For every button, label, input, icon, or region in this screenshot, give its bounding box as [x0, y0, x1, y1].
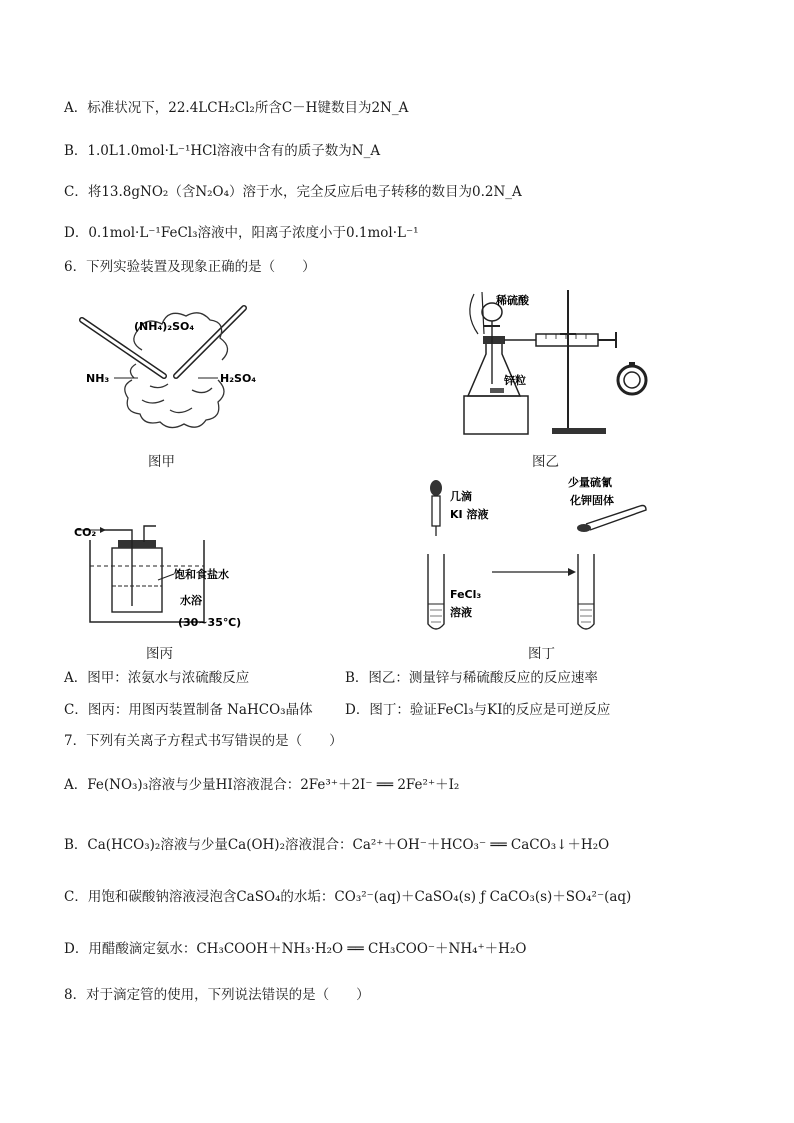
- q7-stem: 7．下列有关离子方程式书写错误的是（ ）: [64, 733, 343, 749]
- figure-ding: [420, 476, 660, 636]
- jia-label-ammonium-sulfate: (NH₄)₂SO₄: [134, 320, 195, 333]
- q6-option-a: A．图甲：浓氨水与浓硫酸反应: [64, 670, 250, 686]
- q7-option-c: C．用饱和碳酸钠溶液浸泡含CaSO₄的水垢：CO₃²⁻(aq)＋CaSO₄(s) ƒ CaCO₃(s)＋SO₄²⁻(aq): [64, 889, 632, 905]
- ding-label-kscn-2: 化钾固体: [570, 494, 614, 507]
- q5-option-b: B．1.0L1.0mol·L⁻¹HCl溶液中含有的质子数为N_A: [64, 143, 381, 159]
- figure-jia-caption: 图甲: [148, 454, 175, 470]
- q5-option-d: D．0.1mol·L⁻¹FeCl₃溶液中，阳离子浓度小于0.1mol·L⁻¹: [64, 225, 419, 241]
- figure-yi: [456, 284, 666, 444]
- ding-label-ki: KI 溶液: [450, 508, 489, 521]
- figure-bing-caption: 图丙: [146, 646, 173, 662]
- ding-label-kscn-1: 少量硫氰: [568, 476, 612, 489]
- bing-label-temp: (30~35℃): [178, 616, 242, 629]
- jia-label-nh3: NH₃: [86, 372, 110, 385]
- ding-label-fecl3: FeCl₃: [450, 588, 482, 601]
- yi-label-zinc: 锌粒: [504, 374, 526, 387]
- q5-option-c: C．将13.8gNO₂（含N₂O₄）溶于水，完全反应后电子转移的数目为0.2N_A: [64, 184, 522, 200]
- ding-label-solution: 溶液: [450, 606, 472, 619]
- q7-option-a: A．Fe(NO₃)₃溶液与少量HI溶液混合：2Fe³⁺＋2I⁻ ══ 2Fe²⁺＋I₂: [64, 777, 460, 793]
- ding-label-drops: 几滴: [450, 490, 472, 503]
- figure-bing: [72, 518, 262, 638]
- q6-option-d: D．图丁：验证FeCl₃与KI的反应是可逆反应: [345, 702, 611, 718]
- bing-label-bath: 水浴: [180, 594, 202, 607]
- figure-yi-caption: 图乙: [532, 454, 559, 470]
- q8-stem: 8．对于滴定管的使用，下列说法错误的是（ ）: [64, 987, 370, 1003]
- bing-label-brine: 饱和食盐水: [174, 568, 229, 581]
- q6-option-c: C．图丙：用图丙装置制备 NaHCO₃晶体: [64, 702, 313, 718]
- jia-label-h2so4: H₂SO₄: [220, 372, 257, 385]
- figure-ding-caption: 图丁: [528, 646, 555, 662]
- q5-option-a: A．标准状况下，22.4LCH₂Cl₂所含C－H键数目为2N_A: [64, 100, 409, 116]
- bing-label-co2: CO₂: [74, 526, 97, 539]
- yi-label-dilute-acid: 稀硫酸: [496, 294, 529, 307]
- q7-option-b: B．Ca(HCO₃)₂溶液与少量Ca(OH)₂溶液混合：Ca²⁺＋OH⁻＋HCO₃⁻ ══ CaCO₃↓＋H₂O: [64, 837, 610, 853]
- q6-stem: 6．下列实验装置及现象正确的是（ ）: [64, 259, 316, 275]
- q6-option-b: B．图乙：测量锌与稀硫酸反应的反应速率: [345, 670, 598, 686]
- q7-option-d: D．用醋酸滴定氨水：CH₃COOH＋NH₃·H₂O ══ CH₃COO⁻＋NH₄⁺＋H₂O: [64, 941, 527, 957]
- figure-jia: [72, 290, 332, 440]
